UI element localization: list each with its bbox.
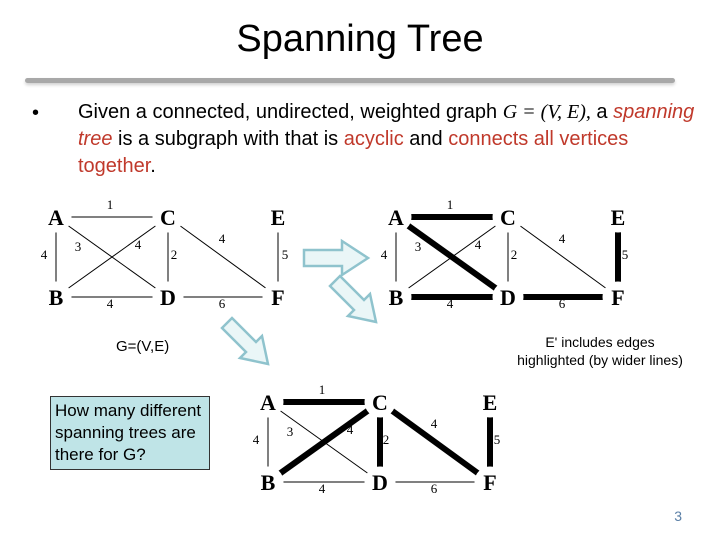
edge-weight-a-b: 4 (252, 432, 260, 447)
edge-weight-e-f: 5 (621, 247, 629, 262)
edge-weight-a-d: 3 (74, 239, 82, 254)
node-label-a: A (388, 205, 404, 230)
edge-weight-a-c: 1 (106, 197, 114, 212)
diagonal-arrow-icon-lower (218, 314, 274, 370)
edge-weight-c-b: 4 (346, 422, 354, 437)
node-label-a: A (48, 205, 64, 230)
graph-caption: G=(V,E) (116, 338, 170, 355)
edge-weight-c-f: 4 (558, 231, 566, 246)
para-text: . (150, 155, 156, 177)
edge-weight-a-d: 3 (414, 239, 422, 254)
edge-weight-c-b: 4 (134, 237, 142, 252)
edge-weight-b-d: 4 (446, 296, 454, 311)
node-label-f: F (271, 285, 285, 310)
node-label-b: B (260, 470, 276, 495)
edge-weight-e-f: 5 (493, 432, 501, 447)
edge-weight-c-f: 4 (218, 231, 226, 246)
node-label-a: A (260, 390, 276, 415)
para-acyclic: acyclic (343, 128, 404, 150)
edge-weight-d-f: 6 (218, 296, 226, 311)
node-label-d: D (160, 285, 176, 310)
edge-weight-d-f: 6 (558, 296, 566, 311)
edge-weight-a-c: 1 (446, 197, 454, 212)
node-label-f: F (611, 285, 625, 310)
edge-c-f (380, 402, 490, 482)
edge-weight-a-b: 4 (380, 247, 388, 262)
edge-weight-b-d: 4 (106, 296, 114, 311)
edge-weight-c-b: 4 (474, 237, 482, 252)
bullet-point: • (32, 102, 40, 124)
edge-weight-e-f: 5 (281, 247, 289, 262)
edge-c-f (168, 217, 278, 297)
highlight-caption: E' includes edges highlighted (by wider lines) (517, 334, 683, 368)
question-box: How many different spanning trees are there for G? (50, 396, 210, 470)
edge-c-f (508, 217, 618, 297)
title-divider (25, 78, 675, 83)
edge-weight-c-d: 2 (510, 247, 518, 262)
graph-spanning-tree-2 (240, 380, 525, 500)
node-label-e: E (482, 390, 498, 415)
page-number: 3 (674, 508, 682, 524)
node-label-c: C (500, 205, 516, 230)
node-label-b: B (388, 285, 404, 310)
para-connects: connects all vertices together (78, 128, 629, 177)
node-label-e: E (610, 205, 626, 230)
node-label-f: F (483, 470, 497, 495)
edge-weight-c-d: 2 (382, 432, 390, 447)
node-label-c: C (372, 390, 388, 415)
edge-weight-b-d: 4 (318, 481, 326, 496)
edge-weight-a-d: 3 (286, 424, 294, 439)
para-text: Given a connected, undirected, weighted graph (78, 101, 503, 123)
edge-weight-c-f: 4 (430, 416, 438, 431)
graph-spanning-tree-1 (368, 195, 653, 315)
para-text: and (403, 128, 449, 150)
graph-original (28, 195, 313, 315)
para-text: is a subgraph with that is (112, 128, 344, 150)
diagonal-arrow-icon-upper (326, 272, 382, 328)
definition-paragraph (78, 99, 698, 180)
para-spanning-tree: spanning tree (78, 101, 695, 150)
edge-weight-c-d: 2 (170, 247, 178, 262)
node-label-e: E (270, 205, 286, 230)
edge-weight-d-f: 6 (430, 481, 438, 496)
edge-weight-a-b: 4 (40, 247, 48, 262)
node-label-c: C (160, 205, 176, 230)
node-label-d: D (372, 470, 388, 495)
node-label-d: D (500, 285, 516, 310)
para-math: G = (V, E), (502, 101, 591, 123)
node-label-b: B (48, 285, 64, 310)
edge-weight-a-c: 1 (318, 382, 326, 397)
para-text: a (590, 101, 614, 123)
slide-title: Spanning Tree (236, 18, 484, 60)
